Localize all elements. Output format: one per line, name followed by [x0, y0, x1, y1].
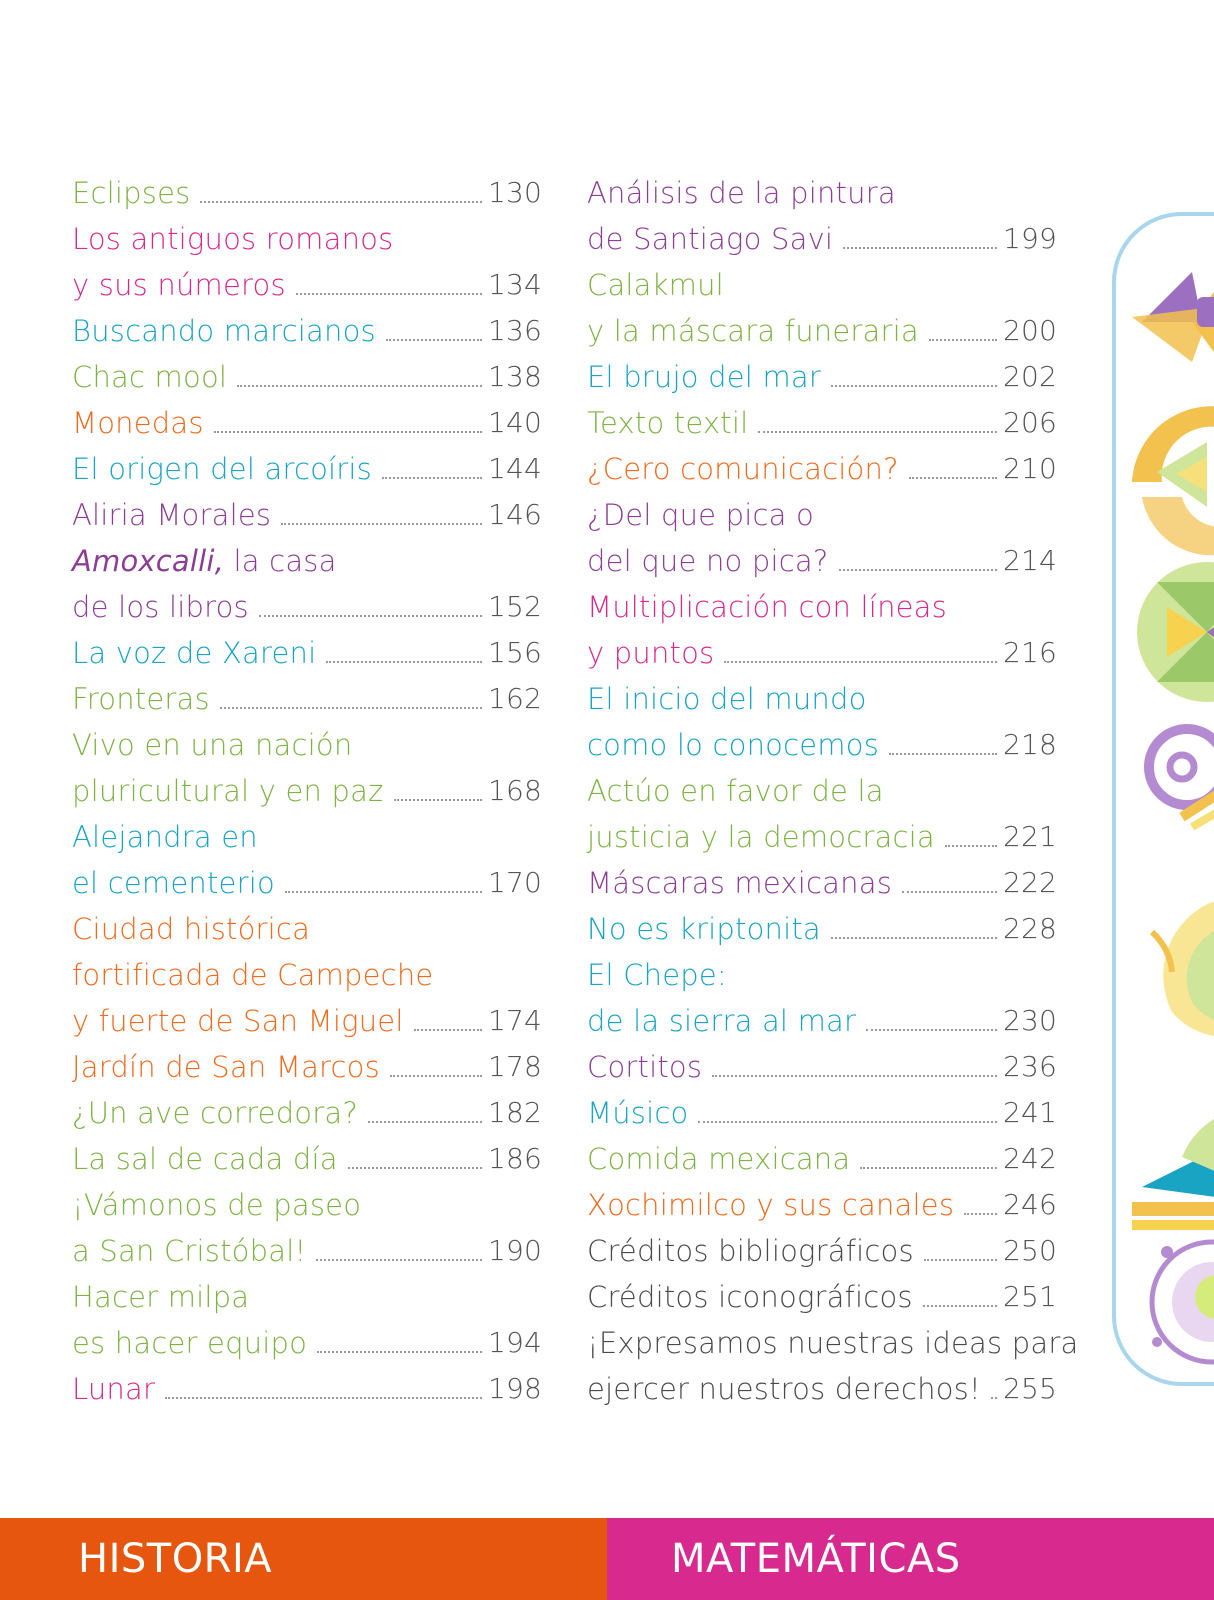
toc-entry [587, 304, 1057, 350]
history-label: HISTORIA [78, 1536, 273, 1582]
toc-entry-title: Análisis de la pintura [587, 176, 896, 210]
math-section-tab [607, 1518, 1214, 1600]
toc-entry [72, 534, 542, 580]
toc-entry-title: La voz de Xareni [72, 636, 317, 670]
spiral-glyph-icon [1149, 729, 1214, 827]
toc-entry [72, 1224, 542, 1270]
toc-page-number: 251 [1002, 1280, 1057, 1313]
toc-entry-title [72, 542, 337, 580]
toc-entry-title: Créditos bibliográficos [587, 1234, 914, 1268]
toc-page-number: 146 [487, 498, 542, 531]
toc-dot-leader [348, 1167, 482, 1169]
toc-entry [72, 396, 542, 442]
toc-entry-title: Xochimilco y sus canales [587, 1188, 955, 1222]
toc-page-number: 230 [1002, 1004, 1057, 1037]
toc-entry-title: Fronteras [72, 682, 210, 716]
toc-entry-title: Ciudad histórica [72, 912, 311, 946]
toc-page-number: 194 [487, 1326, 542, 1359]
toc-entry [587, 994, 1057, 1040]
toc-entry-title: El Chepe: [587, 958, 727, 992]
toc-entry [587, 534, 1057, 580]
toc-entry-title: Jardín de San Marcos [72, 1050, 380, 1084]
toc-entry-title: pluricultural y en paz [72, 774, 384, 808]
toc-dot-leader [831, 385, 997, 387]
toc-entry-title: Chac mool [72, 360, 228, 394]
toc-entry-title: Alejandra en [72, 820, 258, 854]
toc-entry-title: Multiplicación con líneas [587, 590, 947, 624]
toc-page-number: 162 [487, 682, 542, 715]
toc-entry [72, 764, 542, 810]
toc-dot-leader [296, 293, 482, 295]
toc-entry [72, 1040, 542, 1086]
toc-page-number: 250 [1002, 1234, 1057, 1267]
triangle-glyph-icon [1132, 267, 1214, 377]
toc-page-number: 168 [487, 774, 542, 807]
toc-dot-leader [909, 477, 997, 479]
toc-entry [72, 948, 542, 994]
toc-page-number: 170 [487, 866, 542, 899]
toc-page-number: 236 [1002, 1050, 1057, 1083]
toc-entry [587, 212, 1057, 258]
toc-entry-title: fortificada de Campeche [72, 958, 434, 992]
toc-dot-leader [214, 431, 482, 433]
toc-entry [587, 396, 1057, 442]
math-label: MATEMÁTICAS [671, 1536, 961, 1582]
toc-entry [72, 442, 542, 488]
toc-entry-title: y fuerte de San Miguel [72, 1004, 404, 1038]
toc-entry-title: Los antiguos romanos [72, 222, 394, 256]
toc-entry-title: y sus números [72, 268, 286, 302]
toc-entry-title: es hacer equipo [72, 1326, 308, 1360]
toc-entry-title: Monedas [72, 406, 204, 440]
toc-page-number: 178 [487, 1050, 542, 1083]
toc-page-number: 228 [1002, 912, 1057, 945]
toc-entry [72, 1086, 542, 1132]
toc-entry [587, 764, 1057, 810]
toc-page-number: 156 [487, 636, 542, 669]
toc-entry-title: El inicio del mundo [587, 682, 867, 716]
toc-entry-title: ejercer nuestros derechos! [587, 1372, 981, 1406]
sun-glyph-icon [1132, 406, 1214, 555]
toc-entry-title: ¿Cero comunicación? [587, 452, 899, 486]
toc-entry-title: a San Cristóbal! [72, 1234, 307, 1268]
toc-dot-leader [843, 247, 997, 249]
toc-dot-leader [923, 1305, 997, 1307]
toc-dot-leader [317, 1351, 482, 1353]
toc-dot-leader [220, 707, 482, 709]
toc-entry [72, 488, 542, 534]
toc-dot-leader [839, 569, 997, 571]
toc-page-number: 130 [487, 176, 542, 209]
toc-entry [587, 166, 1057, 212]
toc-page-number: 221 [1002, 820, 1057, 853]
toc-entry-title: Vivo en una nación [72, 728, 353, 762]
toc-entry-title: Eclipses [72, 176, 191, 210]
section-footer [0, 1518, 1214, 1600]
toc-entry-title: de los libros [72, 590, 249, 624]
toc-entry [72, 258, 542, 304]
toc-dot-leader [200, 201, 482, 203]
toc-entry-title: de la sierra al mar [587, 1004, 857, 1038]
toc-dot-leader [165, 1397, 482, 1399]
toc-dot-leader [945, 845, 997, 847]
toc-dot-leader [368, 1121, 482, 1123]
toc-entry [587, 856, 1057, 902]
toc-entry-title: La sal de cada día [72, 1142, 338, 1176]
toc-entry-title: Máscaras mexicanas [587, 866, 893, 900]
toc-entry-title-italic: Amoxcalli, [72, 544, 225, 578]
toc-page-number: 255 [1002, 1372, 1057, 1405]
toc-page-number: 202 [1002, 360, 1057, 393]
toc-entry [587, 1086, 1057, 1132]
splash-glyph-icon [1152, 1242, 1214, 1366]
toc-entry-title: ¡Expresamos nuestras ideas para [587, 1326, 1079, 1360]
fan-glyph-icon [1132, 1107, 1214, 1230]
toc-entry [587, 442, 1057, 488]
toc-dot-leader [866, 1029, 997, 1031]
toc-dot-leader [390, 1075, 482, 1077]
toc-entry-title: ¡Vámonos de paseo [72, 1188, 362, 1222]
toc-dot-leader [964, 1213, 997, 1215]
toc-entry-title: Músico [587, 1096, 689, 1130]
toc-entry [72, 810, 542, 856]
toc-dot-leader [237, 385, 482, 387]
toc-dot-leader [831, 937, 997, 939]
toc-entry-title: y la máscara funeraria [587, 314, 919, 348]
toc-entry-title-rest: la casa [224, 544, 337, 578]
toc-page-number: 134 [487, 268, 542, 301]
side-tab [1112, 212, 1214, 1386]
toc-entry-title: Lunar [72, 1372, 156, 1406]
toc-entry [587, 948, 1057, 994]
toc-entry [72, 626, 542, 672]
toc-page-number: 246 [1002, 1188, 1057, 1221]
toc-entry [72, 902, 542, 948]
toc-entry [587, 580, 1057, 626]
toc-entry [587, 626, 1057, 672]
toc-entry [72, 1132, 542, 1178]
toc-page-number: 222 [1002, 866, 1057, 899]
toc-dot-leader [386, 339, 482, 341]
toc-page-number: 242 [1002, 1142, 1057, 1175]
toc-page-number: 140 [487, 406, 542, 439]
toc-entry [587, 1316, 1079, 1362]
toc-page-number: 198 [487, 1372, 542, 1405]
toc-dot-leader [316, 1259, 482, 1261]
toc-entry [72, 994, 542, 1040]
toc-dot-leader [758, 431, 997, 433]
toc-entry [587, 350, 1057, 396]
history-section-tab [0, 1518, 607, 1600]
toc-page-number: 200 [1002, 314, 1057, 347]
toc-right-column [587, 166, 1079, 1408]
toc-entry [72, 1362, 542, 1408]
toc-page-number: 206 [1002, 406, 1057, 439]
toc-entry [587, 1362, 1057, 1408]
toc-dot-leader [991, 1397, 997, 1399]
toc-entry [72, 580, 542, 626]
toc-entry-title: justicia y la democracia [587, 820, 935, 854]
toc-left-column [72, 166, 542, 1408]
toc-dot-leader [259, 615, 482, 617]
toc-entry [587, 1270, 1057, 1316]
toc-entry [72, 718, 542, 764]
toc-page-number: 210 [1002, 452, 1057, 485]
toc-entry [587, 672, 1057, 718]
toc-entry-title: del que no pica? [587, 544, 829, 578]
toc-page-number: 152 [487, 590, 542, 623]
toc-entry-title: el cementerio [72, 866, 275, 900]
toc-page-number: 214 [1002, 544, 1057, 577]
toc-page-number: 138 [487, 360, 542, 393]
toc-dot-leader [326, 661, 482, 663]
toc-entry [587, 718, 1057, 764]
toc-dot-leader [285, 891, 482, 893]
toc-entry-title: ¿Un ave corredora? [72, 1096, 358, 1130]
toc-entry-title: El brujo del mar [587, 360, 821, 394]
toc-entry [587, 1224, 1057, 1270]
toc-dot-leader [382, 477, 482, 479]
toc-entry [587, 1132, 1057, 1178]
toc-dot-leader [712, 1075, 997, 1077]
toc-dot-leader [698, 1121, 996, 1123]
toc-entry-title: de Santiago Savi [587, 222, 834, 256]
toc-entry-title: Calakmul [587, 268, 724, 302]
toc-entry-title: Actúo en favor de la [587, 774, 884, 808]
toc-entry [72, 304, 542, 350]
toc-dot-leader [281, 523, 482, 525]
toc-dot-leader [902, 891, 997, 893]
toc-entry [72, 166, 542, 212]
toc-dot-leader [929, 339, 997, 341]
toc-entry-title: Aliria Morales [72, 498, 272, 532]
toc-entry-title: Créditos iconográficos [587, 1280, 913, 1314]
toc-entry [587, 488, 1057, 534]
toc-dot-leader [394, 799, 482, 801]
toc-page-number: 190 [487, 1234, 542, 1267]
toc-dot-leader [414, 1029, 482, 1031]
toc-entry [587, 1040, 1057, 1086]
toc-dot-leader [860, 1167, 997, 1169]
toc-dot-leader [924, 1259, 997, 1261]
toc-entry [72, 672, 542, 718]
toc-entry [587, 1178, 1057, 1224]
toc-entry [72, 1316, 542, 1362]
toc-entry-title: ¿Del que pica o [587, 498, 814, 532]
toc-page-number: 186 [487, 1142, 542, 1175]
toc-entry-title: como lo conocemos [587, 728, 880, 762]
toc-page-number: 199 [1002, 222, 1057, 255]
toc-entry [587, 258, 1057, 304]
toc-page-number: 218 [1002, 728, 1057, 761]
toc-page-number: 144 [487, 452, 542, 485]
toc-entry [72, 1270, 542, 1316]
toc-entry [72, 212, 542, 258]
toc-entry [587, 902, 1057, 948]
toc-page-number: 216 [1002, 636, 1057, 669]
toc-entry-title: Hacer milpa [72, 1280, 250, 1314]
toc-entry [72, 350, 542, 396]
toc-entry-title: No es kriptonita [587, 912, 821, 946]
toc-entry [72, 856, 542, 902]
toc-dot-leader [724, 661, 997, 663]
toc-page-number: 182 [487, 1096, 542, 1129]
toc-page-number: 174 [487, 1004, 542, 1037]
toc-entry-title: Texto textil [587, 406, 749, 440]
shell-glyph-icon [1152, 902, 1214, 1037]
toc-page-number: 241 [1002, 1096, 1057, 1129]
toc-entry [72, 1178, 542, 1224]
toc-dot-leader [889, 753, 997, 755]
toc-entry-title: Cortitos [587, 1050, 703, 1084]
toc-entry-title: El origen del arcoíris [72, 452, 372, 486]
toc-page-number: 136 [487, 314, 542, 347]
toc-entry-title: y puntos [587, 636, 715, 670]
envelope-glyph-icon [1137, 562, 1214, 702]
toc-entry-title: Comida mexicana [587, 1142, 851, 1176]
toc-entry-title: Buscando marcianos [72, 314, 376, 348]
toc-entry [587, 810, 1057, 856]
